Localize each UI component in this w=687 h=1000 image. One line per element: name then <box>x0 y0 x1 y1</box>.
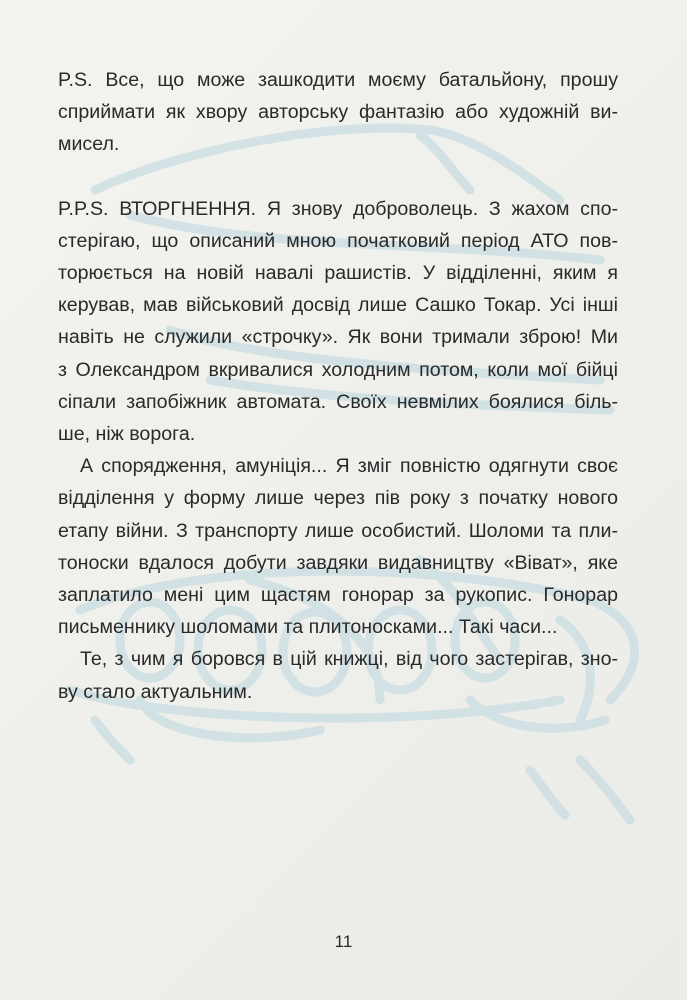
text-line: А спорядження, амуніція... Я зміг повністю одягнути своє <box>80 455 618 478</box>
paragraph-equipment <box>58 450 618 643</box>
paragraph-ps <box>58 64 618 161</box>
text-line: торюється на новій навалі рашистів. У відділенні, яким я <box>58 262 618 285</box>
text-line: сіпали запобіжник автомата. Своїх невмілих боялися біль- <box>58 390 618 413</box>
text-line: ву стало актуальним. <box>58 680 253 703</box>
text-line: P.P.S. ВТОРГНЕННЯ. Я знову доброволець. З жахом спо- <box>58 197 618 220</box>
page-number: 11 <box>334 932 353 951</box>
text-line: P.S. Все, що може зашкодити моєму батальйону, прошу <box>58 69 618 91</box>
paragraph-pps <box>58 193 618 451</box>
text-line: етапу війни. З транспорту лише особистий. Шоломи та пли- <box>58 519 618 542</box>
paragraph-spacer <box>58 161 618 193</box>
text-line: навіть не служили «строчку». Як вони тримали зброю! Ми <box>58 326 618 349</box>
text-line: тоноски вдалося добути завдяки видавництву «Віват», яке <box>58 551 618 574</box>
text-line: мисел. <box>58 133 120 156</box>
body-text <box>58 64 618 708</box>
text-line: письменнику шоломами та плитоносками... Такі часи... <box>58 616 558 639</box>
text-line: відділення у форму лише через пів року з початку нового <box>58 487 618 510</box>
text-line: заплатило мені цим щастям гонорар за рукопис. Гонорар <box>58 584 618 607</box>
paragraph-conclusion <box>58 643 618 707</box>
text-line: стерігаю, що описаний мною початковий період АТО пов- <box>58 229 618 252</box>
text-line: ше, ніж ворога. <box>58 423 196 446</box>
text-line: Те, з чим я боровся в цій книжці, від чого застерігав, зно- <box>80 648 618 671</box>
text-line: сприймати як хвору авторську фантазію або художній ви- <box>58 101 618 124</box>
text-line: керував, мав військовий досвід лише Сашко Токар. Усі інші <box>58 294 618 317</box>
text-line: з Олександром вкривалися холодним потом, коли мої бійці <box>58 358 618 381</box>
